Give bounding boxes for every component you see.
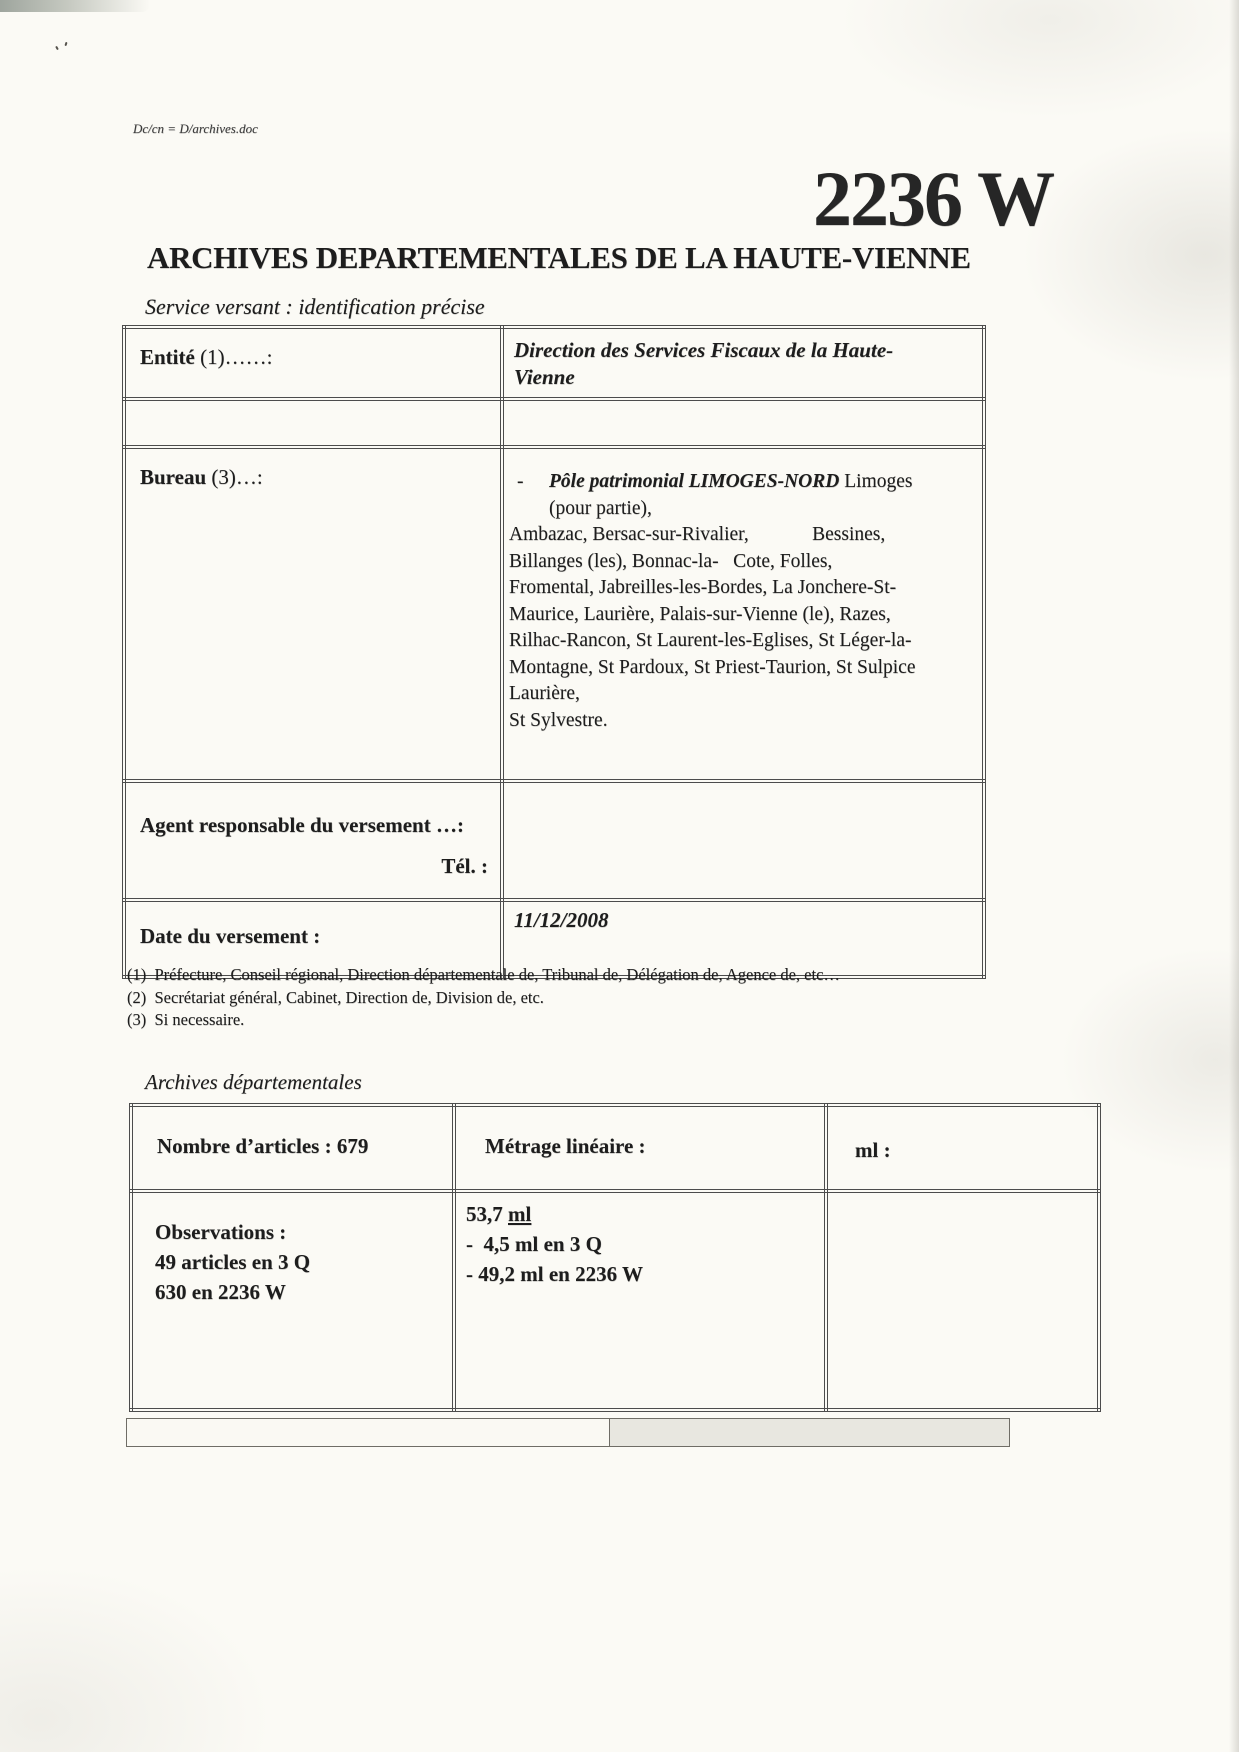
empty-cell [502, 399, 984, 447]
section-heading-archives-departementales: Archives départementales [145, 1070, 362, 1094]
observations-line: 49 articles en 3 Q [155, 1250, 311, 1274]
bureau-row [124, 447, 984, 781]
ml-cell [826, 1105, 1099, 1191]
entite-value-line: Direction des Services Fiscaux de la Haute- [514, 338, 894, 362]
bureau-line: Fromental, Jabreilles-les-Bordes, La Jonchere-St- [509, 577, 897, 598]
bottom-strip-left-cell [126, 1418, 610, 1447]
empty-cell [826, 1191, 1099, 1410]
observations [133, 1193, 452, 1307]
empty-cell [124, 399, 502, 447]
cote-number: 2236 W [813, 155, 1054, 242]
archives-header-row [131, 1105, 1099, 1191]
bureau-line: (pour partie), [549, 497, 652, 519]
bottom-strip [126, 1418, 1010, 1447]
archives-departementales-table [129, 1103, 1101, 1412]
footnotes [127, 964, 840, 1032]
entite-value [504, 329, 982, 391]
metrage-lineaire-cell [454, 1105, 826, 1191]
bureau-line: St Sylvestre. [509, 709, 608, 731]
agent-label-cell [124, 781, 502, 900]
nombre-articles-cell [131, 1105, 454, 1191]
observations-line: 630 en 2236 W [155, 1280, 286, 1304]
agent-row [124, 781, 984, 900]
bottom-strip-right-cell [610, 1418, 1010, 1447]
footnote: (1) Préfecture, Conseil régional, Direction départementale de, Tribunal de, Délégation de, Agence de, etc… [127, 965, 840, 984]
empty-row [124, 399, 984, 447]
bureau-line: Laurière, [509, 683, 580, 704]
footnote: (3) Si necessaire. [127, 1010, 245, 1029]
bureau-value-cell [502, 447, 984, 781]
observations-line: Observations : [155, 1220, 287, 1244]
scan-artifact [0, 0, 150, 12]
nombre-articles-header: Nombre d’articles : 679 [157, 1134, 369, 1158]
bureau-label-cell [124, 447, 502, 781]
document-title: ARCHIVES DEPARTEMENTALES DE LA HAUTE-VIENNE [147, 240, 971, 275]
ml-header: ml : [855, 1138, 891, 1162]
metrage-lineaire-header: Métrage linéaire : [485, 1134, 646, 1158]
bureau-line: - Pôle patrimonial LIMOGES-NORD Limoges [509, 469, 978, 496]
date-label: Date du versement : [140, 924, 321, 948]
bureau-value [504, 449, 982, 734]
footnote: (2) Secrétariat général, Cabinet, Direction de, Division de, etc. [127, 987, 544, 1007]
metrage-line: - 49,2 ml en 2236 W [466, 1262, 643, 1286]
tel-label: Tél. : [441, 854, 488, 878]
bureau-line: Ambazac, Bersac-sur-Rivalier, Bessines, [509, 524, 886, 545]
entite-value-cell [502, 327, 984, 399]
bureau-line: Montagne, St Pardoux, St Priest-Taurion, St Sulpice [509, 656, 916, 678]
section-heading-service-versant: Service versant : identification précise [145, 294, 485, 319]
observations-cell [131, 1191, 454, 1410]
bureau-line: Rilhac-Rancon, St Laurent-les-Eglises, St Léger-la- [509, 630, 912, 651]
date-value: 11/12/2008 [514, 908, 609, 932]
scan-artifact [56, 42, 70, 50]
agent-value-cell [502, 781, 984, 900]
service-versant-table [122, 325, 986, 979]
metrage-detail-cell [454, 1191, 826, 1410]
entite-row [124, 327, 984, 399]
bureau-label: Bureau (3)…: [140, 465, 263, 489]
entite-value-line: Vienne [514, 365, 575, 389]
file-note: Dc/cn = D/archives.doc [133, 121, 258, 136]
list-dash: - [517, 471, 524, 492]
entite-label-cell [124, 327, 502, 399]
metrage-line: - 4,5 ml en 3 Q [466, 1232, 602, 1256]
bureau-line: Maurice, Laurière, Palais-sur-Vienne (le), Razes, [509, 603, 891, 625]
entite-label: Entité (1)……: [140, 345, 273, 369]
metrage-total-line: 53,7 ml [466, 1202, 532, 1226]
bureau-line: Billanges (les), Bonnac-la- Cote, Folles, [509, 550, 833, 572]
archives-body-row [131, 1191, 1099, 1410]
metrage-detail [456, 1193, 824, 1289]
agent-label: Agent responsable du versement …: [140, 813, 464, 837]
